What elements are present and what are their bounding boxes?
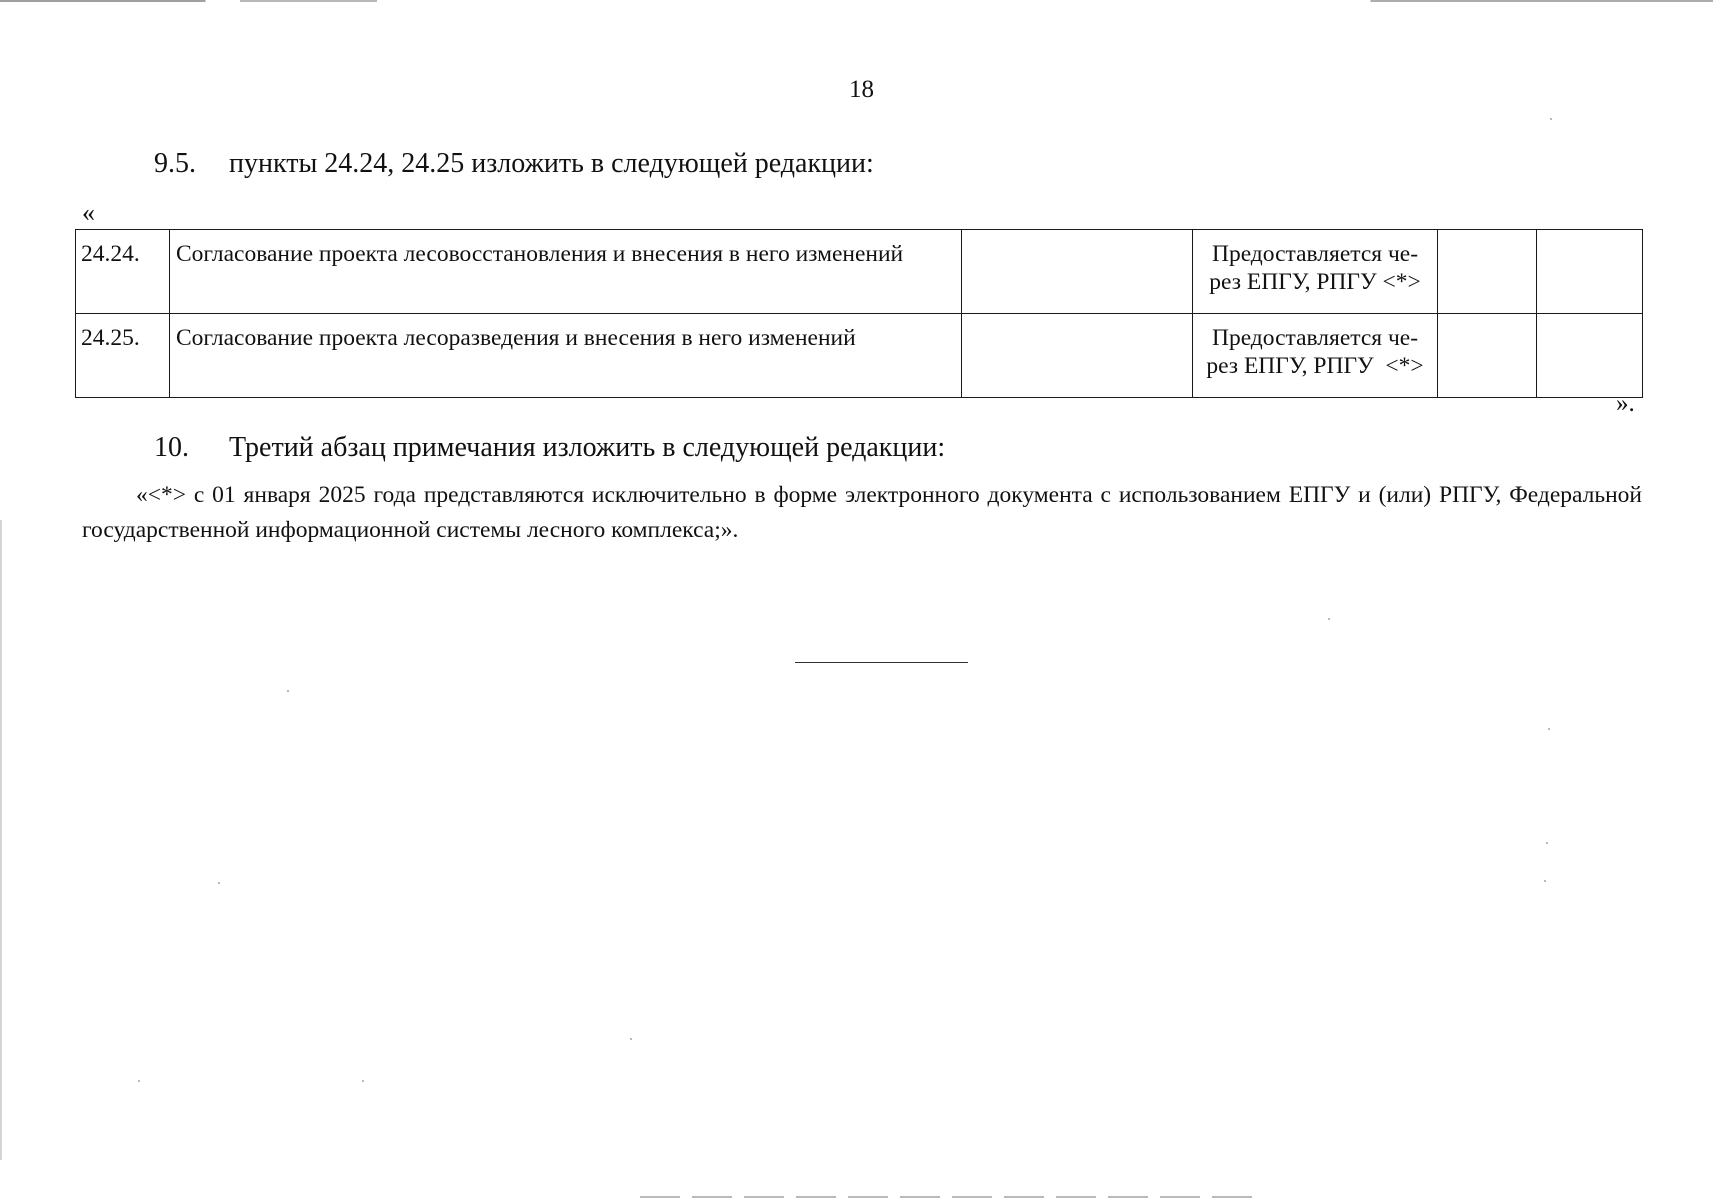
scan-speck xyxy=(1548,728,1550,730)
scan-speck xyxy=(1544,880,1546,882)
empty-cell xyxy=(962,314,1193,398)
row-number-cell: 24.25. xyxy=(76,314,170,398)
section-text: Третий абзац примечания изложить в следующей редакции: xyxy=(229,432,946,463)
delivery-method-cell xyxy=(1193,314,1438,398)
empty-cell xyxy=(962,230,1193,314)
page-number: 18 xyxy=(849,76,874,103)
service-name-cell: Согласование проекта лесоразведения и внесения в него изменений xyxy=(170,314,962,398)
scan-edge-bottom xyxy=(640,1196,1260,1198)
scan-speck xyxy=(630,1038,632,1040)
delivery-line: рез ЕПГУ, РПГУ <*> xyxy=(1209,269,1421,295)
table-row xyxy=(76,314,1643,398)
empty-cell xyxy=(1438,314,1537,398)
service-name-cell: Согласование проекта лесовосстановления и внесения в него изменений xyxy=(170,230,962,314)
section-number: 10. xyxy=(154,432,189,463)
section-number: 9.5. xyxy=(154,148,196,179)
end-of-document-rule xyxy=(795,662,968,663)
scan-speck xyxy=(1550,118,1552,120)
scan-edge-left xyxy=(0,520,2,1160)
empty-cell xyxy=(1438,230,1537,314)
closing-quote-mark: ». xyxy=(1616,390,1635,417)
scan-speck xyxy=(1546,842,1548,844)
scan-edge-top xyxy=(0,0,1713,2)
empty-cell xyxy=(1537,230,1643,314)
delivery-line: рез ЕПГУ, РПГУ <*> xyxy=(1206,353,1424,379)
scan-speck xyxy=(362,1080,364,1082)
scan-speck xyxy=(218,882,220,884)
section-9-5-heading xyxy=(154,148,874,180)
section-text: пункты 24.24, 24.25 изложить в следующей редакции: xyxy=(229,148,874,179)
scan-speck xyxy=(287,690,289,692)
opening-quote-mark: « xyxy=(82,198,95,227)
table-row xyxy=(76,230,1643,314)
empty-cell xyxy=(1537,314,1643,398)
delivery-method-cell xyxy=(1193,230,1438,314)
delivery-line: Предоставляется че- xyxy=(1211,241,1419,267)
section-10-heading xyxy=(154,432,945,464)
scan-speck xyxy=(1328,618,1330,620)
footnote-paragraph: «<*> с 01 января 2025 года представляются исключительно в форме электронного документа с использованием ЕПГУ и (или) РПГУ, Федеральной государственной информационной системы лесного комплекса;». xyxy=(82,482,1642,543)
scan-speck xyxy=(138,1080,140,1082)
row-number-cell: 24.24. xyxy=(76,230,170,314)
delivery-line: Предоставляется че- xyxy=(1211,325,1419,351)
services-table xyxy=(75,229,1643,398)
